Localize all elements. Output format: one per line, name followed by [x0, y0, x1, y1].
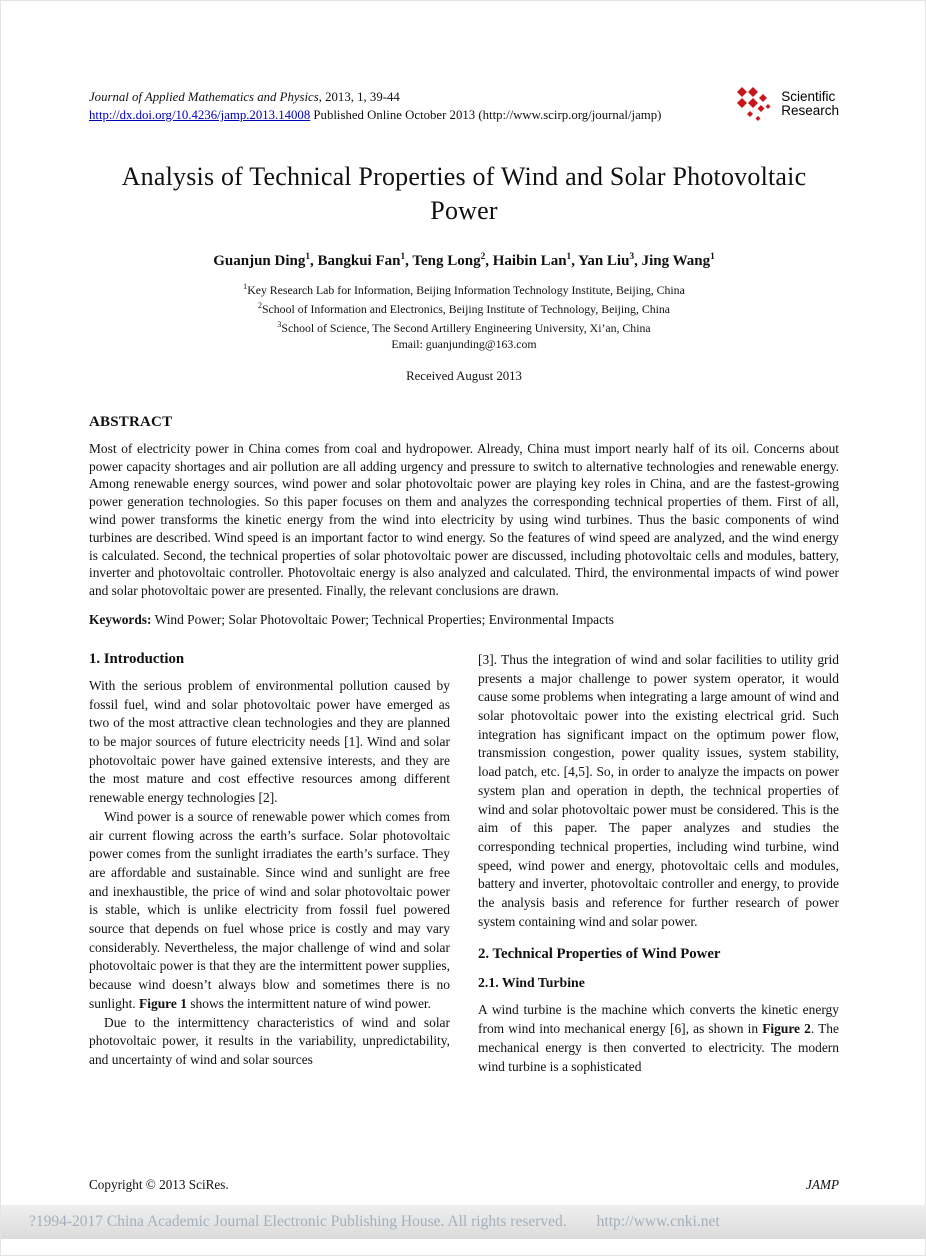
cnki-watermark-bar [1, 1205, 926, 1239]
logo-wordmark [781, 90, 839, 119]
left-column [89, 651, 450, 1076]
affiliation-text: Key Research Lab for Information, Beijing Information Technology Institute, Beijing, China [247, 282, 685, 297]
abstract-text: Most of electricity power in China comes from coal and hydropower. Already, China must import nearly half of its oil. Concerns about power capacity shortages and air pollution are all adding urgency and pressure to switch to alternative technologies and renewable energy. Among renewable energy sources, wind power and solar photovoltaic power are playing key roles in China, and are the fastest-growing power generation technologies. So this paper focuses on them and analyzes the corresponding technical properties of them. First of all, wind power transforms the kinetic energy from the wind into electricity by using wind turbines. Thus the basic components of wind turbines are described. Wind speed is an important factor to wind energy. So the features of wind speed are analyzed, and the wind energy is calculated. Second, the technical properties of solar photovoltaic power are discussed, including photovoltaic cells and modules, battery, inverter and photovoltaic controller. Photovoltaic energy is also analyzed and calculated. Third, the environmental impacts of wind power and solar photovoltaic power are presented. Finally, the relevant conclusions are drawn. [89, 440, 839, 599]
logo-word-scientific: Scientific [781, 88, 836, 104]
keywords-text: Wind Power; Solar Photovoltaic Power; Technical Properties; Environmental Impacts [151, 611, 615, 627]
footer-journal-abbr: JAMP [806, 1177, 839, 1192]
intro-paragraph-1: With the serious problem of environmental pollution caused by fossil fuel, wind and solar photovoltaic power have emerged as two of the most attractive clean technologies and they are planned to be major sources of future electricity needs [1]. Wind and solar photovoltaic power have gained extensive interests, and they are the most mature and cost effective resources among different renewable energy technologies [2]. [89, 677, 450, 806]
doi-link[interactable]: http://dx.doi.org/10.4236/jamp.2013.14008 [89, 108, 311, 122]
wind-turbine-text-end: . The mechanical energy is then converted to electricity. The modern wind turbine is a sophisticated [478, 1021, 839, 1074]
author [578, 253, 641, 269]
author-separator: , [405, 253, 413, 269]
footer-copyright: Copyright © 2013 SciRes. [89, 1177, 229, 1192]
author-superscript: 2 [480, 252, 486, 262]
page-footer [89, 1177, 839, 1193]
author [493, 253, 578, 269]
author-list [89, 252, 839, 270]
affiliation-text: School of Information and Electronics, Beijing Institute of Technology, Beijing, China [261, 301, 671, 316]
journal-citation-block [89, 89, 661, 124]
scientific-research-logo [730, 85, 839, 123]
journal-citation-line [89, 89, 661, 106]
abstract-heading: ABSTRACT [89, 413, 173, 430]
section-2-1-heading: 2.1. Wind Turbine [478, 975, 585, 991]
journal-name: Journal of Applied Mathematics and Physics [89, 90, 319, 104]
author-separator: , [485, 253, 493, 269]
affiliation-line [89, 298, 839, 317]
logo-word-research: Research [781, 103, 839, 118]
author-name: Yan Liu [578, 253, 630, 269]
intro-paragraph-2-text-end: shows the intermittent nature of wind power. [186, 995, 432, 1011]
author-name: Haibin Lan [492, 253, 567, 269]
intro-paragraph-3: Due to the intermittency characteristics of wind and solar photovoltaic power, it results in the variability, unpredictability, and uncertainty of wind and solar sources [89, 1014, 450, 1067]
affiliation-text: School of Science, The Second Artillery Engineering University, Xi’an, China [281, 320, 651, 335]
author-name: Teng Long [412, 253, 481, 269]
author [412, 253, 492, 269]
figure-2-reference: Figure 2 [762, 1021, 811, 1037]
section-2-heading: 2. Technical Properties of Wind Power [478, 946, 721, 963]
journal-issue: , 2013, 1, 39-44 [318, 90, 400, 104]
body-columns [89, 651, 839, 1076]
author-superscript: 1 [566, 252, 572, 262]
wind-turbine-text: A wind turbine is the machine which converts the kinetic energy from wind into mechanical energy [6], as shown in [478, 1002, 839, 1037]
cnki-url: http://www.cnki.net [596, 1213, 720, 1230]
author-superscript: 1 [400, 252, 406, 262]
keywords-line [89, 612, 839, 628]
page-header [89, 89, 839, 124]
affiliation-line [89, 317, 839, 336]
email-line: Email: guanjunding@163.com [391, 336, 537, 351]
intro-paragraph-continued: [3]. Thus the integration of wind and solar facilities to utility grid presents a major challenge to power system operator, it would cause some problems when integrating a large amount of wind and solar photovoltaic power into the existing electrical grid. Such integration has significant impact on the optimum power flow, transmission congestion, power quality issues, system stability, load patch, etc. [4,5]. So, in order to analyze the impacts on power system plan and operation in depth, the technical properties of wind and solar photovoltaic power must be considered. This is the aim of this paper. The paper analyzes and studies the corresponding technical properties, including wind turbine, wind speed, wind power and energy, photovoltaic cells and modules, battery and inverter, photovoltaic controller and energy, to provide the analysis basis and reference for further research of power system containing wind and solar power. [478, 651, 839, 929]
section-1-heading: 1. Introduction [89, 650, 185, 667]
doi-line [89, 107, 661, 124]
author-separator: , [571, 253, 579, 269]
received-date: Received August 2013 [406, 368, 522, 383]
published-online-text: Published Online October 2013 (http://www.scirp.org/journal/jamp) [310, 108, 662, 122]
author-separator: , [634, 253, 642, 269]
author-name: Jing Wang [641, 253, 711, 269]
author-superscript: 1 [305, 252, 310, 262]
author [642, 253, 715, 269]
affiliation-superscript: 1 [243, 282, 248, 291]
author-superscript: 3 [629, 252, 635, 262]
author [213, 253, 317, 269]
author-name: Guanjun Ding [213, 253, 306, 269]
keywords-label: Keywords: [89, 611, 152, 627]
paper-title: Analysis of Technical Properties of Wind and Solar Photovoltaic Power [121, 162, 807, 225]
affiliation-block [89, 279, 839, 352]
affiliation-superscript: 3 [277, 319, 282, 329]
intro-paragraph-2-text: Wind power is a source of renewable power which comes from air current flowing across the earth’s surface. Solar photovoltaic power comes from the sunlight irradiates the earth’s surface. They are affordable and sustainable. Since wind and sunlight are free and inexhaustible, the price of wind and solar photovoltaic power is stable, which is unlike electricity from fossil fuel powered source that depends on fuel whose price is costly and may vary considerably. Nevertheless, the major challenge of wind and solar photovoltaic power is that they are the intermittent power supplies, because wind doesn’t always blow and sometimes there is no sunlight. [89, 808, 450, 1011]
author-separator: , [310, 253, 318, 269]
sr-diamond-logo-icon [730, 85, 774, 123]
paper-page [89, 89, 839, 1076]
affiliation-line [89, 279, 839, 298]
wind-turbine-paragraph [478, 1001, 839, 1076]
cnki-watermark-text: ?1994-2017 China Academic Journal Electronic Publishing House. All rights reserved. [29, 1213, 567, 1230]
author [318, 253, 413, 269]
figure-1-reference: Figure 1 [139, 995, 187, 1011]
right-column [478, 651, 839, 1076]
author-superscript: 1 [710, 252, 715, 262]
affiliation-superscript: 2 [257, 300, 262, 310]
author-name: Bangkui Fan [317, 253, 401, 269]
intro-paragraph-2 [89, 808, 450, 1014]
